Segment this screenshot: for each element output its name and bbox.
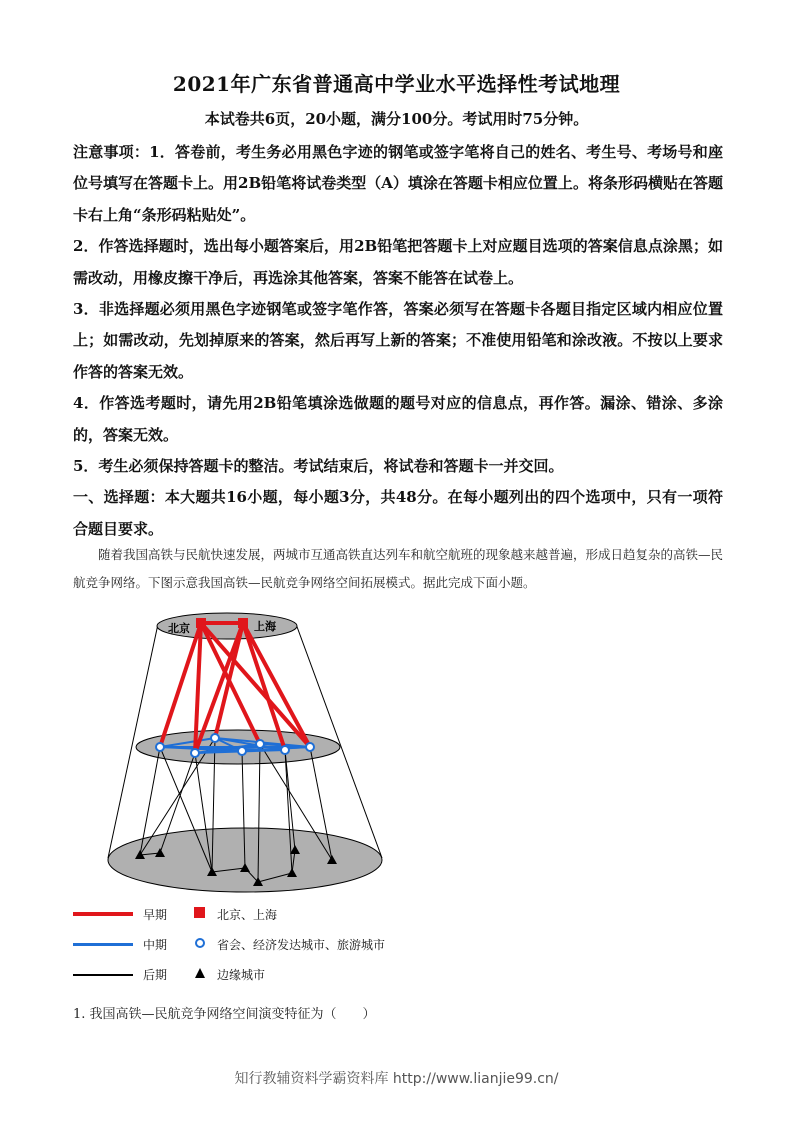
shanghai-label: 上海 <box>254 620 276 633</box>
blue-line-swatch <box>73 943 133 946</box>
red-square-icon <box>193 906 207 920</box>
instruction-5: 5．考生必须保持答题卡的整洁。考试结束后，将试卷和答题卡一并交回。 <box>73 457 564 476</box>
question-1: 1. 我国高铁—民航竞争网络空间演变特征为（ ） <box>73 1007 376 1022</box>
network-diagram <box>100 610 390 900</box>
question-intro: 随着我国高铁与民航快速发展，两城市互通高铁直达列车和航空航班的现象越来越普遍，形成日趋复杂的高铁—民航竞争网络。下图示意我国高铁—民航竞争网络空间拓展模式。据此完成下面小题。 <box>73 547 724 590</box>
legend-row-early <box>73 904 473 924</box>
shanghai-marker <box>238 618 248 628</box>
legend-row-middle <box>73 934 473 954</box>
legend-label-middle: 中期 <box>143 938 168 952</box>
footer-watermark: 知行教辅资料学霸资料库 http://www.lianjie99.cn/ <box>234 1071 559 1087</box>
legend-label-late: 后期 <box>143 968 168 982</box>
figure-legend <box>73 900 473 990</box>
instruction-4: 4．作答选考题时，请先用2B铅笔填涂选做题的题号对应的信息点，再作答。漏涂、错涂、多涂的，答案无效。 <box>73 394 723 444</box>
beijing-label: 北京 <box>168 622 190 635</box>
legend-label-early: 早期 <box>143 908 168 922</box>
instruction-2: 2．作答选择题时，选出每小题答案后，用2B铅笔把答题卡上对应题目选项的答案信息点涂黑；如需改动，用橡皮擦干净后，再选涂其他答案，答案不能答在试卷上。 <box>73 237 723 287</box>
instructions <box>73 137 723 545</box>
beijing-marker <box>196 618 206 628</box>
section-heading: 一、选择题：本大题共16小题，每小题3分，共48分。在每小题列出的四个选项中，只有一项符合题目要求。 <box>73 488 723 538</box>
blue-circle-icon <box>193 936 207 950</box>
legend-desc-late: 边缘城市 <box>217 968 266 982</box>
legend-row-late <box>73 964 473 984</box>
instruction-1: 注意事项：1．答卷前，考生务必用黑色字迹的钢笔或签字笔将自己的姓名、考生号、考场号和座位号填写在答题卡上。用2B铅笔将试卷类型（A）填涂在答题卡相应位置上。将条形码横贴在答题卡右上角“条形码粘贴处”。 <box>73 143 723 224</box>
legend-desc-early: 北京、上海 <box>217 908 278 922</box>
black-line-swatch <box>73 974 133 976</box>
black-triangle-icon <box>193 966 207 980</box>
exam-title: 2021年广东省普通高中学业水平选择性考试地理 <box>172 72 621 96</box>
instruction-3: 3．非选择题必须用黑色字迹钢笔或签字笔作答，答案必须写在答题卡各题目指定区域内相应位置上；如需改动，先划掉原来的答案，然后再写上新的答案；不准使用铅笔和涂改液。不按以上要求作答的答案无效。 <box>73 300 723 381</box>
exam-subtitle: 本试卷共6页，20小题，满分100分。考试用时75分钟。 <box>204 110 589 128</box>
legend-desc-middle: 省会、经济发达城市、旅游城市 <box>217 938 386 952</box>
red-line-swatch <box>73 912 133 916</box>
